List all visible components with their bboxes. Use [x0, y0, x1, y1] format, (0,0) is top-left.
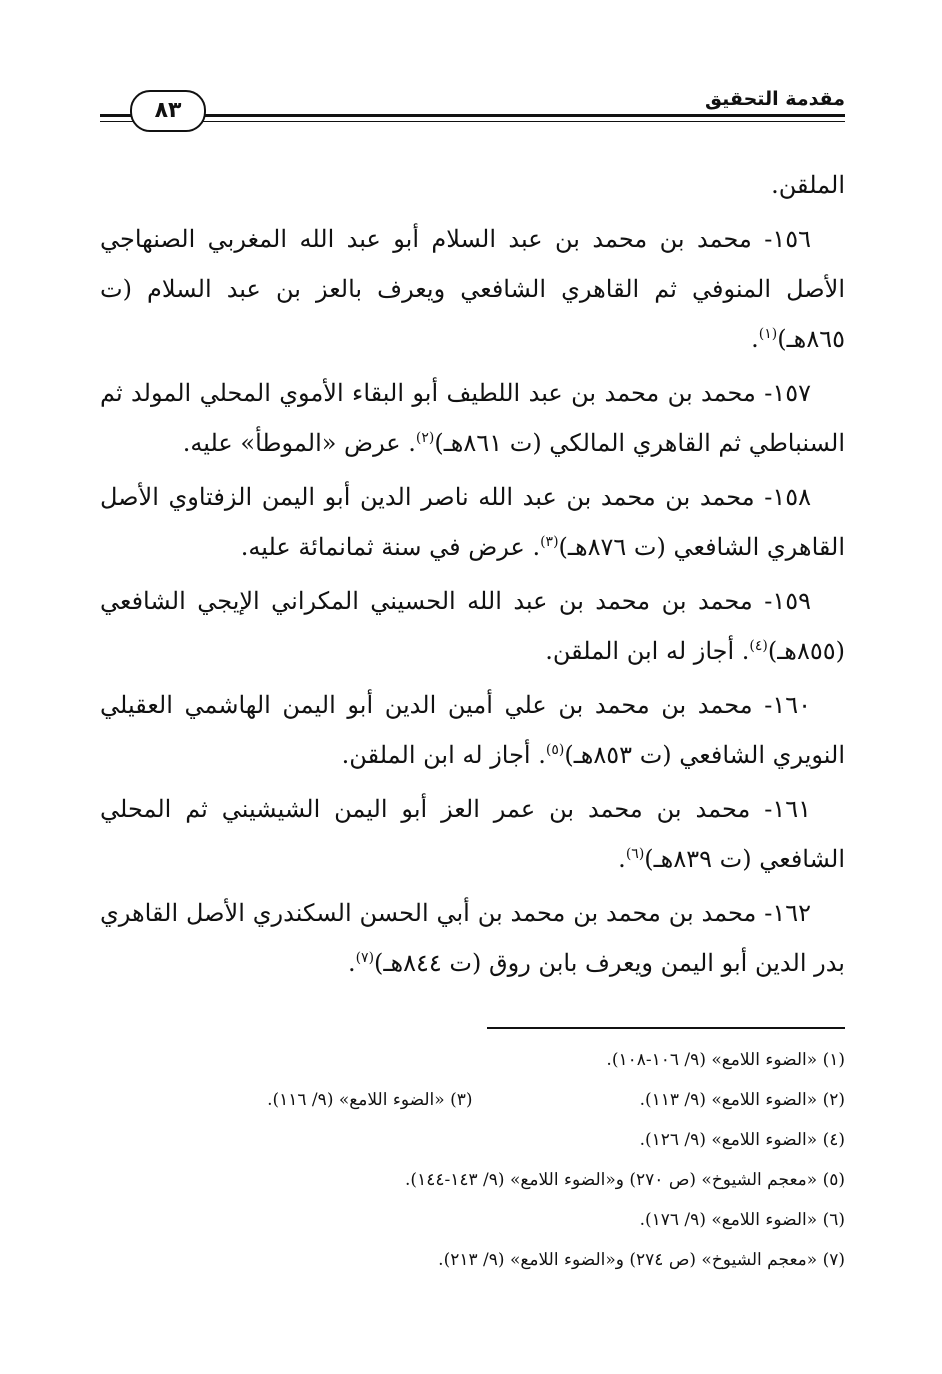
- footnote-ref[interactable]: (٣): [540, 534, 559, 550]
- footnote-3: (٣) «الضوء اللامع» (٩/ ١١٦).: [267, 1090, 473, 1110]
- entry-tail: .: [751, 325, 759, 353]
- entry-tail: . أجاز له ابن الملقن.: [341, 741, 546, 769]
- footnote-1: (١) «الضوء اللامع» (٩/ ١٠٦-١٠٨).: [606, 1050, 845, 1070]
- footnote-row: [100, 1040, 845, 1080]
- entry-tail: . أجاز له ابن الملقن.: [545, 637, 750, 665]
- entry-tail: .: [618, 845, 626, 873]
- footnote-4: (٤) «الضوء اللامع» (٩/ ١٢٦).: [639, 1130, 845, 1150]
- footnote-7: (٧) «معجم الشيوخ» (ص ٢٧٤) و«الضوء اللامع» (٩/ ٢١٣).: [438, 1250, 845, 1270]
- entry-157: [100, 368, 845, 468]
- entry-159: [100, 576, 845, 676]
- footnote-separator: [487, 1027, 845, 1029]
- paragraph-continuation: الملقن.: [771, 171, 845, 199]
- footnote-ref[interactable]: (٢): [415, 430, 435, 446]
- entry-text: ١٦٠- محمد بن محمد بن علي أمين الدين أبو اليمن الهاشمي العقيلي النويري الشافعي (ت ٨٥٣هـ): [100, 691, 845, 769]
- entry-text: ١٥٦- محمد بن محمد بن عبد السلام أبو عبد الله المغربي الصنهاجي الأصل المنوفي ثم القاهري الشافعي ويعرف بالعز بن عبد السلام (ت ٨٦٥هـ): [100, 225, 845, 353]
- entry-text: ١٥٨- محمد بن محمد بن عبد الله ناصر الدين أبو اليمن الزفتاوي الأصل القاهري الشافعي (ت ٨٧٦هـ): [100, 483, 845, 561]
- footnote-ref[interactable]: (١): [758, 326, 778, 342]
- entry-text: ١٦٢- محمد بن محمد بن محمد بن أبي الحسن السكندري الأصل القاهري بدر الدين أبو اليمن ويعرف بابن روق (ت ٨٤٤هـ): [100, 899, 845, 977]
- entry-162: [100, 888, 845, 988]
- page-number: ٨٣: [130, 90, 206, 132]
- entry-158: [100, 472, 845, 572]
- footnote-ref[interactable]: (٧): [355, 950, 375, 966]
- footnote-ref[interactable]: (٥): [545, 742, 565, 758]
- footnote-ref[interactable]: (٦): [625, 846, 645, 862]
- entry-text: ١٦١- محمد بن محمد بن عمر العز أبو اليمن الشيشيني ثم المحلي الشافعي (ت ٨٣٩هـ): [100, 795, 845, 873]
- footnotes: [100, 1040, 845, 1280]
- footnote-row: [100, 1160, 845, 1200]
- footnote-row: [100, 1200, 845, 1240]
- entry-161: [100, 784, 845, 884]
- footnote-6: (٦) «الضوء اللامع» (٩/ ١٧٦).: [639, 1210, 845, 1230]
- header-rule-thin: [100, 121, 845, 122]
- footnote-row: [100, 1240, 845, 1280]
- entry-tail: . عرض «الموطأ» عليه.: [182, 429, 416, 457]
- entry-tail: .: [347, 949, 356, 977]
- entry-156: [100, 214, 845, 364]
- main-text: [100, 160, 845, 992]
- entry-text: ١٥٩- محمد بن محمد بن عبد الله الحسيني المكراني الإيجي الشافعي (٨٥٥هـ): [100, 587, 845, 665]
- footnote-ref[interactable]: (٤): [749, 638, 768, 654]
- footnote-row: [100, 1120, 845, 1160]
- footnote-row: [100, 1080, 845, 1120]
- running-title: مقدمة التحقيق: [697, 84, 845, 114]
- footnote-5: (٥) «معجم الشيوخ» (ص ٢٧٠) و«الضوء اللامع» (٩/ ١٤٣-١٤٤).: [405, 1170, 845, 1190]
- entry-160: [100, 680, 845, 780]
- page-header: [100, 84, 845, 132]
- entry-tail: . عرض في سنة ثمانمائة عليه.: [240, 533, 541, 561]
- footnote-2: (٢) «الضوء اللامع» (٩/ ١١٣).: [639, 1090, 845, 1110]
- entry-text: ١٥٧- محمد بن محمد بن عبد اللطيف أبو البقاء الأموي المحلي المولد ثم السنباطي ثم القاهري المالكي (ت ٨٦١هـ): [100, 379, 845, 457]
- header-rule-thick: [100, 114, 845, 117]
